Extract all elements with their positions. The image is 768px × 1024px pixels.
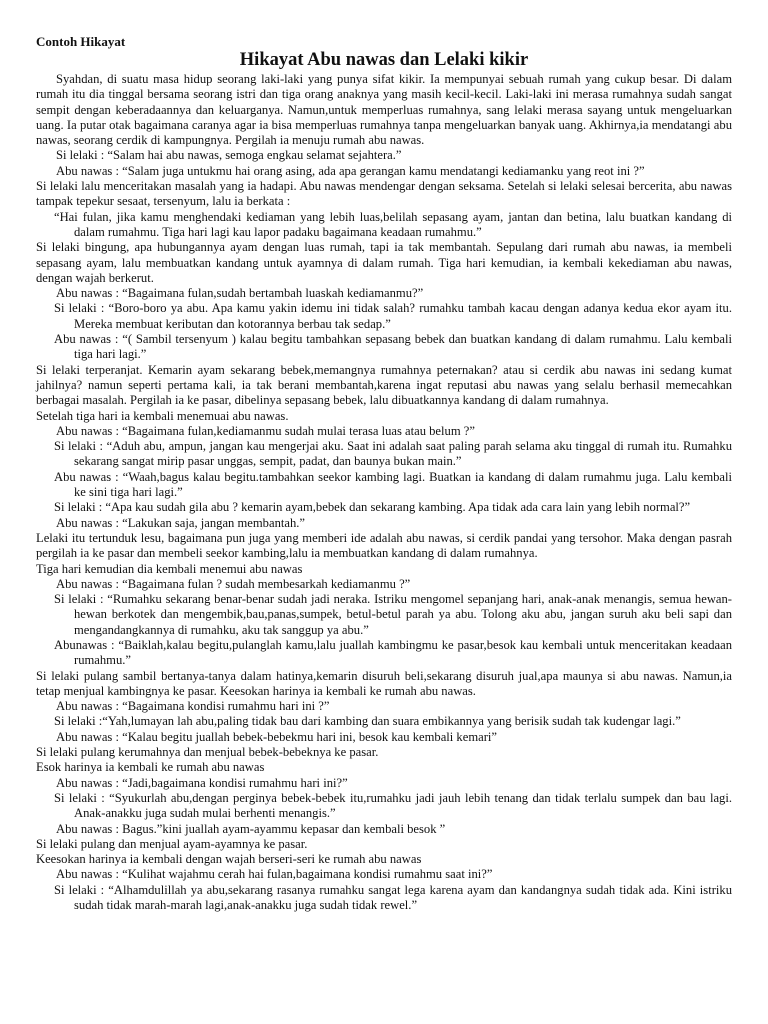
dialogue-line: Abunawas : “Baiklah,kalau begitu,pulanglah kamu,lalu juallah kambingmu ke pasar,besok kau kembali untuk menceritakan keadaan rumahmu.” — [54, 637, 732, 668]
narrative-paragraph: Lelaki itu tertunduk lesu, bagaimana pun juga yang memberi ide adalah abu nawas, si cerdik pandai yang tersohor. Maka dengan pasrah pergilah ia ke pasar dan membeli seekor kambing,lalu ia membuatkan kandang di dalam rumahnya. — [36, 530, 732, 561]
dialogue-line: Abu nawas : “Jadi,bagaimana kondisi rumahmu hari ini?” — [56, 775, 348, 790]
dialogue-line: Abu nawas : “Kalau begitu juallah bebek-bebekmu hari ini, besok kau kembali kemari” — [56, 729, 497, 744]
document-title: Hikayat Abu nawas dan Lelaki kikir — [239, 50, 529, 70]
narrative-paragraph: Tiga hari kemudian dia kembali menemui abu nawas — [36, 561, 303, 576]
dialogue-line: Abu nawas : “Bagaimana fulan,sudah bertambah luaskah kediamanmu?” — [56, 286, 424, 301]
dialogue-line: Si lelaki : “Alhamdulillah ya abu,sekarang rasanya rumahku sangat lega karena ayam dan kandangnya sudah tidak ada. Kini istriku sudah tidak marah-marah lagi,anak-anakku juga sudah tidak rewel.” — [54, 882, 732, 913]
narrative-paragraph: Syahdan, di suatu masa hidup seorang laki-laki yang punya sifat kikir. Ia mempunyai sebuah rumah yang cukup besar. Di dalam rumah itu dia tinggal bersama seorang istri dan tiga orang anaknya yang masih kecil-kecil. Laki-laki ini merasa rumahnya sudah sangat sempit dengan keberadaannya dan keluarganya. Namun,untuk memperluas rumahnya, sang lelaki merasa sayang untuk mengeluarkan uang. Ia putar otak bagaimana caranya agar ia bisa memperluas rumahnya tanpa mengeluarkan banyak uang. Akhirnya,ia mendatangi abu nawas, seorang cerdik di kampungnya. Pergilah ia menuju rumah abu nawas. — [36, 72, 732, 148]
dialogue-line: Abu nawas : “( Sambil tersenyum ) kalau begitu tambahkan sepasang bebek dan buatkan kandang di dalam rumahmu. Lalu kembali tiga hari lagi.” — [54, 332, 732, 362]
dialogue-line: Abu nawas : Bagus.”kini juallah ayam-ayammu kepasar dan kembali besok ” — [56, 821, 446, 836]
narrative-paragraph: Si lelaki pulang kerumahnya dan menjual bebek-bebeknya ke pasar. — [36, 745, 379, 760]
dialogue-line: Si lelaki : “Syukurlah abu,dengan perginya bebek-bebek itu,rumahku jadi jauh lebih tenang dan tidak terlalu sumpek dan bau lagi. Anak-anakku juga sudah mulai berhenti menangis.” — [54, 790, 732, 821]
dialogue-line: Si lelaki : “Boro-boro ya abu. Apa kamu yakin idemu ini tidak salah? rumahku tambah kacau dengan adanya kedua ekor ayam itu. Mereka membuat keributan dan kotorannya berbau tak sedap.” — [54, 301, 732, 331]
narrative-paragraph: Si lelaki pulang sambil bertanya-tanya dalam hatinya,kemarin disuruh beli,sekarang disuruh jual,apa maunya si abu nawas. Namun,ia tetap menjual kambingnya ke pasar. Keesokan harinya ia kembali ke rumah abu nawas. — [36, 668, 732, 698]
narrative-paragraph: Si lelaki bingung, apa hubungannya ayam dengan luas rumah, tapi ia tak membantah. Sepulang dari rumah abu nawas, ia membeli sepasang ayam, lalu membuatkan kandang untuk ayamnya di dalam rumah. Tiga hari kemudian, ia kembali kekediaman abu nawas, dengan wajah berkerut. — [36, 240, 732, 285]
dialogue-line: Abu nawas : “Bagaimana fulan ? sudah membesarkah kediamanmu ?” — [56, 576, 411, 591]
dialogue-line: “Hai fulan, jika kamu menghendaki kediaman yang lebih luas,belilah sepasang ayam, jantan dan betina, lalu buatkan kandang di dalam rumahmu. Tiga hari lagi kau lapor padaku bagaimana keadaan rumahmu.” — [54, 209, 732, 239]
dialogue-line: Si lelaki : “Salam hai abu nawas, semoga engkau selamat sejahtera.” — [56, 148, 402, 163]
dialogue-line: Abu nawas : “Bagaimana kondisi rumahmu hari ini ?” — [56, 699, 330, 714]
dialogue-line: Abu nawas : “Salam juga untukmu hai orang asing, ada apa gerangan kamu mendatangi kediamanku yang reot ini ?” — [56, 163, 645, 178]
narrative-paragraph: Si lelaki pulang dan menjual ayam-ayamnya ke pasar. — [36, 836, 308, 851]
dialogue-line: Abu nawas : “Bagaimana fulan,kediamanmu sudah mulai terasa luas atau belum ?” — [56, 423, 475, 438]
dialogue-line: Abu nawas : “Lakukan saja, jangan membantah.” — [56, 515, 305, 530]
dialogue-line: Si lelaki : “Aduh abu, ampun, jangan kau mengerjai aku. Saat ini adalah saat paling parah selama aku tinggal di rumah itu. Rumahku sekarang sangat mirip pasar unggas, sempit, padat, dan baunya bukan main.” — [54, 439, 732, 469]
narrative-paragraph: Esok harinya ia kembali ke rumah abu nawas — [36, 760, 265, 775]
narrative-paragraph: Keesokan harinya ia kembali dengan wajah berseri-seri ke rumah abu nawas — [36, 852, 422, 867]
dialogue-line: Si lelaki : “Apa kau sudah gila abu ? kemarin ayam,bebek dan sekarang kambing. Apa tidak ada cara lain yang lebih normal?” — [54, 500, 691, 515]
narrative-paragraph: Setelah tiga hari ia kembali menemuai abu nawas. — [36, 408, 289, 423]
dialogue-line: Si lelaki :“Yah,lumayan lah abu,paling tidak bau dari kambing dan suara embikannya yang berisik sudah tak kudengar lagi.” — [54, 714, 681, 729]
story-body — [36, 72, 732, 913]
dialogue-line: Abu nawas : “Kulihat wajahmu cerah hai fulan,bagaimana kondisi rumahmu saat ini?” — [56, 867, 493, 882]
document-page — [36, 34, 732, 913]
narrative-paragraph: Si lelaki terperanjat. Kemarin ayam sekarang bebek,memangnya rumahnya peternakan? atau si cerdik abu nawas ini sedang kumat jahilnya? namun seperti pertama kali, ia tak berani membantah,karena ingat reputasi abu nawas yang selalu berhasil memecahkan berbagai masalah. Pergilah ia ke pasar, dibelinya sepasang bebek, lalu dibuatkannya kandang di dalam rumahnya. — [36, 362, 732, 408]
dialogue-line: Abu nawas : “Waah,bagus kalau begitu.tambahkan seekor kambing lagi. Buatkan ia kandang di dalam rumahmu juga. Lalu kembali ke sini tiga hari lagi.” — [54, 469, 732, 500]
dialogue-line: Si lelaki : “Rumahku sekarang benar-benar sudah jadi neraka. Istriku mengomel sepanjang hari, anak-anak menangis, semua hewan-hewan berkotek dan mengembik,bau,panas,sumpek, betul-betul parah ya abu. Tolong aku abu, jangan suruh aku beli sapi dan mengandangkannya di rumahku, aku tak sanggup ya abu.” — [54, 592, 732, 637]
narrative-paragraph: Si lelaki lalu menceritakan masalah yang ia hadapi. Abu nawas mendengar dengan seksama. Setelah si lelaki selesai bercerita, abu nawas tampak tepekur sesaat, tersenyum, lalu ia berkata : — [36, 179, 732, 209]
document-label: Contoh Hikayat — [36, 34, 126, 49]
